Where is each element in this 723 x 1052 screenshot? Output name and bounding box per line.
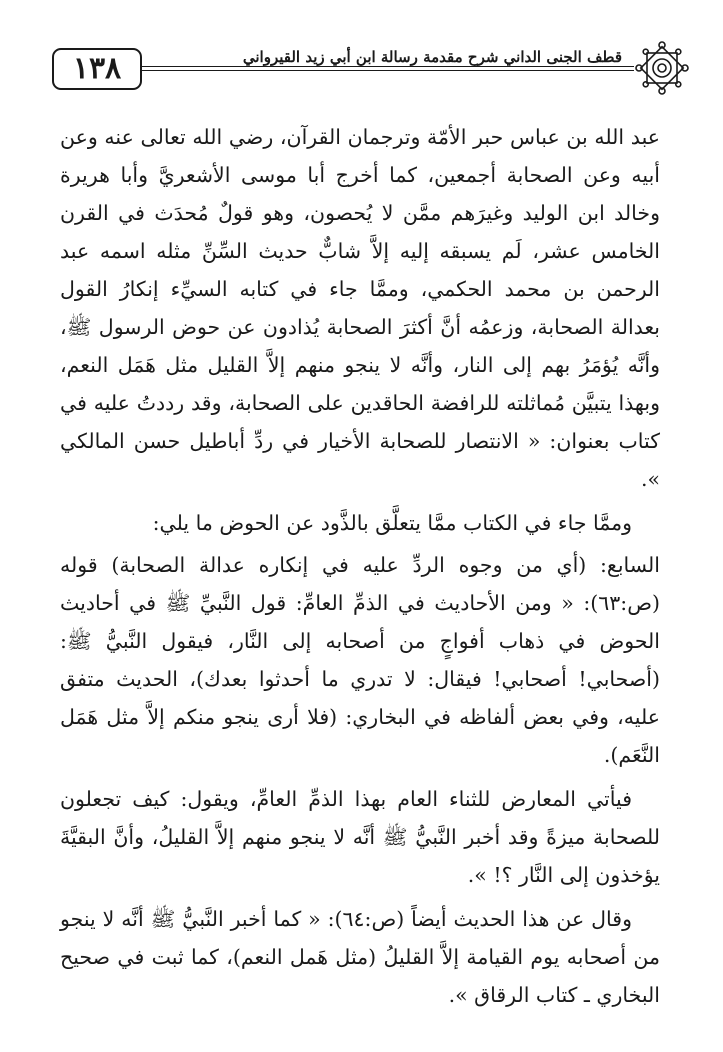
paragraph-5: وقال عن هذا الحديث أيضاً (ص:٦٤): « كما أخبر النَّبيُّ ﷺ أنَّه لا ينجو من أصحابه يوم القيامة إلاَّ القليلُ (مثل هَمل النعم)، كما ثبت في صحيح البخاري ـ كتاب الرقاق ». — [60, 907, 660, 1007]
paragraph-4: فيأتي المعارض للثناء العام بهذا الذمِّ العامِّ، ويقول: كيف تجعلون للصحابة ميزةً وقد أخبر النَّبيُّ ﷺ أنَّه لا ينجو منهم إلاَّ القليلُ، وأنَّ البقيَّةَ يؤخذون إلى النَّار ؟! ». — [60, 787, 660, 887]
running-title: قطف الجنى الداني شرح مقدمة رسالة ابن أبي زيد القيرواني — [152, 48, 622, 66]
paragraph-1: عبد الله بن عباس حبر الأمّة وترجمان القرآن، رضي الله تعالى عنه وعن أبيه وعن الصحابة أجمعين، كما أخرج أبا موسى الأشعريَّ وأبا هريرة وخالد ابن الوليد وغيرَهم ممَّن لا يُحصون، وهو قولٌ مُحدَث في القرن الخامس عشر، لَم يسبقه إليه إلاَّ شابٌّ حديث السِّنِّ مثله اسمه عبد الرحمن بن محمد الحكمي، وممَّا جاء في كتابه السيِّء إنكارُ القول بعدالة الصحابة، وزعمُه أنَّ أكثرَ الصحابة يُذادون عن حوض الرسول ﷺ، وأنَّه يُؤمَرُ بهم إلى النار، وأنَّه لا ينجو منهم إلاَّ القليل مثل هَمَل النعم، وبهذا يتبيَّن مُماثلته للرافضة الحاقدين على الصحابة، وقد رددتُ عليه في كتاب بعنوان: « الانتصار للصحابة الأخيار في ردِّ أباطيل حسن المالكي ». — [60, 125, 660, 491]
header-rule — [52, 66, 682, 67]
header-rule-lower — [52, 70, 682, 71]
page-number: ١٣٨ — [52, 48, 142, 90]
page-header — [52, 46, 682, 90]
page-body — [60, 118, 660, 1014]
paragraph-3: السابع: (أي من وجوه الردِّ عليه في إنكاره عدالة الصحابة) قوله (ص:٦٣): « ومن الأحاديث في الذمِّ العامِّ: قول النَّبيِّ ﷺ في أحاديث الحوض في ذهاب أفواجٍ من أصحابه إلى النَّار، فيقول النَّبيُّ ﷺ: (أصحابي! أصحابي! فيقال: لا تدري ما أحدثوا بعدك)، الحديث متفق عليه، وفي بعض ألفاظه في البخاري: (فلا أرى ينجو منكم إلاَّ مثل هَمَل النَّعَم). — [60, 553, 660, 767]
paragraph-2: وممَّا جاء في الكتاب ممَّا يتعلَّق بالذَّود عن الحوض ما يلي: — [152, 511, 632, 535]
star-ornament-icon — [634, 40, 690, 96]
